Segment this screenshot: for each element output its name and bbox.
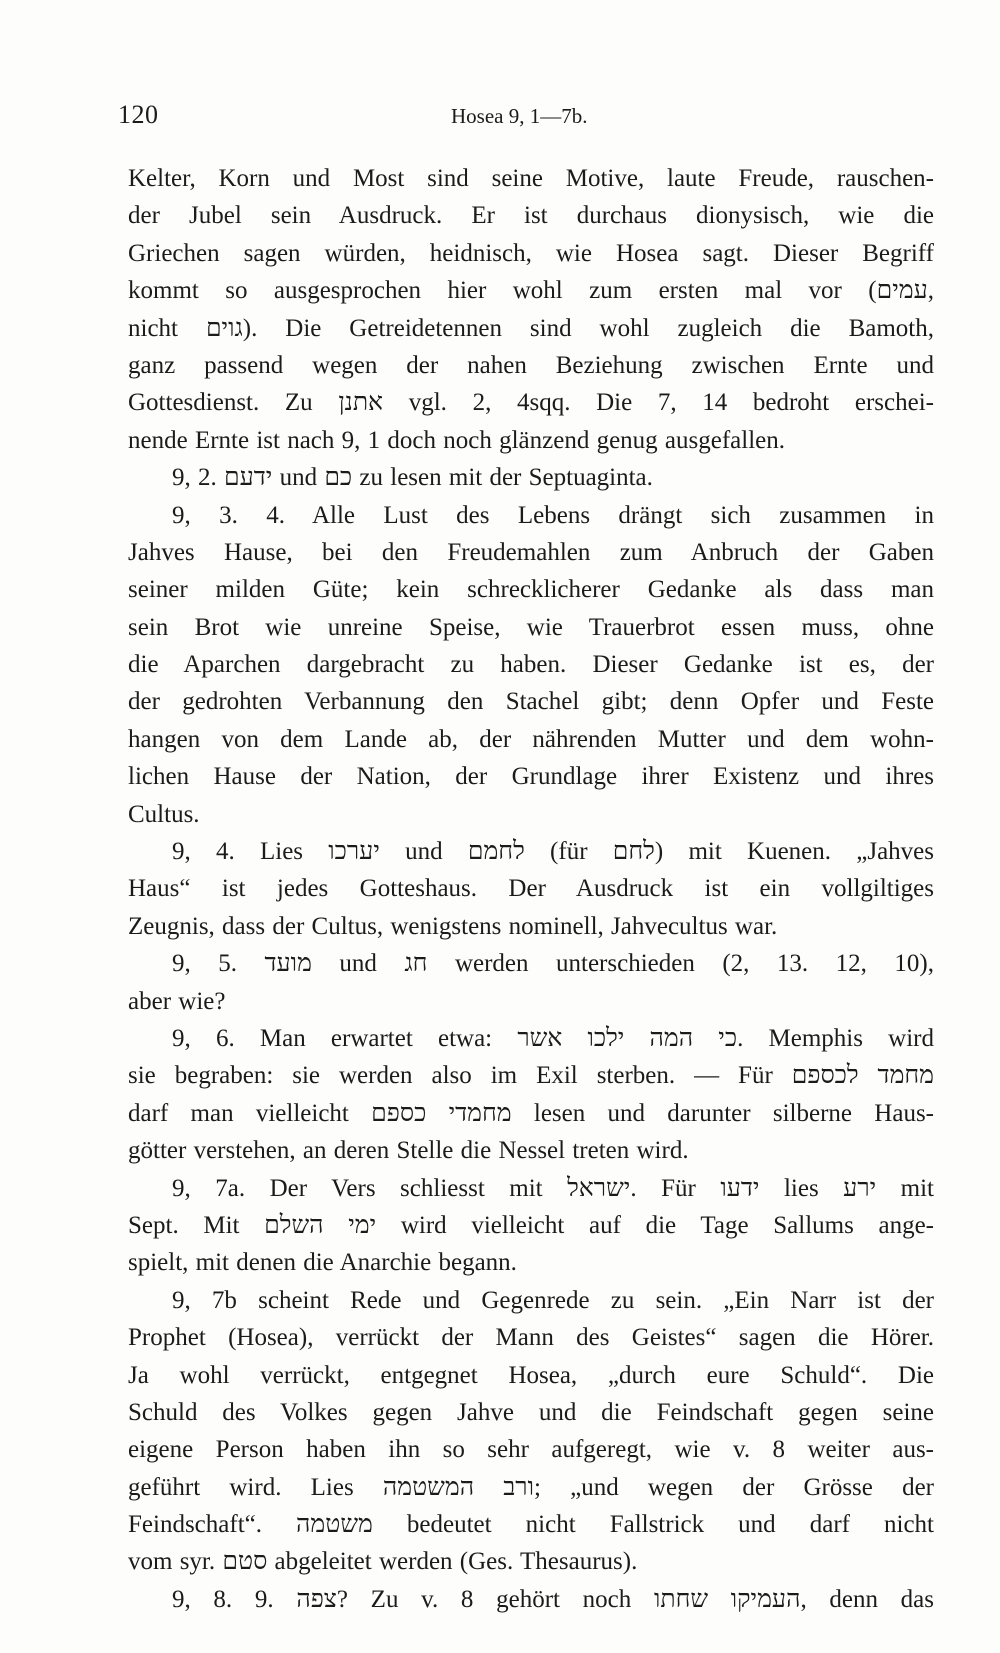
text-line: spielt, mit denen die Anarchie begann. [128,1249,517,1277]
page-number: 120 [118,100,159,129]
text-line: götter verstehen, an deren Stelle die Nessel treten wird. [128,1137,689,1165]
running-head [118,100,938,140]
text-line: eigene Person haben ihn so sehr aufgeregt, wie v. 8 weiter aus- [128,1436,934,1464]
text-line: seiner milden Güte; kein schrecklicherer Gedanke als dass man [128,576,934,604]
text-line: Kelter, Korn und Most sind seine Motive, laute Freude, rauschen- [128,165,934,192]
text-line: geführt wird. Lies ורב המשטמה; „und wegen der Grösse der [128,1473,934,1501]
text-line: lichen Hause der Nation, der Grundlage ihrer Existenz und ihres [128,763,934,791]
text-line: 9, 6. Man erwartet etwa: כי המה ילכו אשר. Memphis wird [172,1024,934,1052]
text-line: kommt so ausgesprochen hier wohl zum ersten mal vor (עמים, [128,277,934,305]
text-line: aber wie? [128,987,226,1015]
text-line: der Jubel sein Ausdruck. Er ist durchaus dionysisch, wie die [128,202,934,230]
text-line: nende Ernte ist nach 9, 1 doch noch glänzend genug ausgefallen. [128,426,785,454]
text-line: Feindschaft“. משטמה bedeutet nicht Fallstrick und darf nicht [128,1511,935,1539]
text-line: nicht גוים). Die Getreidetennen sind wohl zugleich die Bamoth, [128,314,934,342]
text-line: der gedrohten Verbannung den Stachel gibt; denn Opfer und Feste [128,688,934,716]
text-line: 9, 3. 4. Alle Lust des Lebens drängt sich zusammen in [172,501,934,529]
text-line: 9, 2. ידעם und כם zu lesen mit der Septuaginta. [172,464,653,492]
running-title: Hosea 9, 1—7b. [451,104,588,128]
text-line: 9, 5. מועד und חג werden unterschieden (2, 13. 12, 10), [172,950,934,978]
text-line: ganz passend wegen der nahen Beziehung zwischen Ernte und [128,351,934,379]
text-line: Jahves Hause, bei den Freudemahlen zum Anbruch der Gaben [128,538,934,566]
text-line: hangen von dem Lande ab, der nährenden Mutter und dem wohn- [128,725,934,753]
text-line: Griechen sagen würden, heidnisch, wie Hosea sagt. Dieser Begriff [128,239,934,267]
text-line: darf man vielleicht מחמדי כספם lesen und darunter silberne Haus- [128,1099,934,1127]
text-line: die Aparchen dargebracht zu haben. Dieser Gedanke ist es, der [128,651,934,679]
text-line: Schuld des Volkes gegen Jahve und die Feindschaft gegen seine [128,1398,934,1426]
text-line: Zeugnis, dass der Cultus, wenigstens nominell, Jahvecultus war. [128,912,778,940]
text-line: Gottesdienst. Zu אתנן vgl. 2, 4sqq. Die 7, 14 bedroht erschei- [128,389,934,417]
text-line: Sept. Mit ימי השלם wird vielleicht auf die Tage Sallums ange- [128,1211,935,1239]
text-line: sein Brot wie unreine Speise, wie Trauerbrot essen muss, ohne [128,613,934,641]
text-line: 9, 4. Lies יערכו und לחמם (für לחם) mit Kuenen. „Jahves [172,838,935,866]
text-line: 9, 7b scheint Rede und Gegenrede zu sein. „Ein Narr ist der [172,1286,934,1314]
text-line: vom syr. סטם abgeleitet werden (Ges. Thesaurus). [128,1548,638,1576]
text-line: 9, 8. 9. צפה? Zu v. 8 gehört noch העמיקו שחתו, denn das [172,1585,934,1613]
text-line: Cultus. [128,800,200,828]
text-line: 9, 7a. Der Vers schliesst mit ישראל. Für ידעו lies ירע mit [172,1174,934,1202]
text-line: sie begraben: sie werden also im Exil sterben. — Für מחמד לכספם [128,1062,934,1090]
text-line: Ja wohl verrückt, entgegnet Hosea, „durch eure Schuld“. Die [128,1361,934,1389]
text-line: Prophet (Hosea), verrückt der Mann des Geistes“ sagen die Hörer. [128,1324,934,1352]
text-line: Haus“ ist jedes Gotteshaus. Der Ausdruck ist ein vollgiltiges [128,875,934,903]
body-text [128,160,934,1618]
